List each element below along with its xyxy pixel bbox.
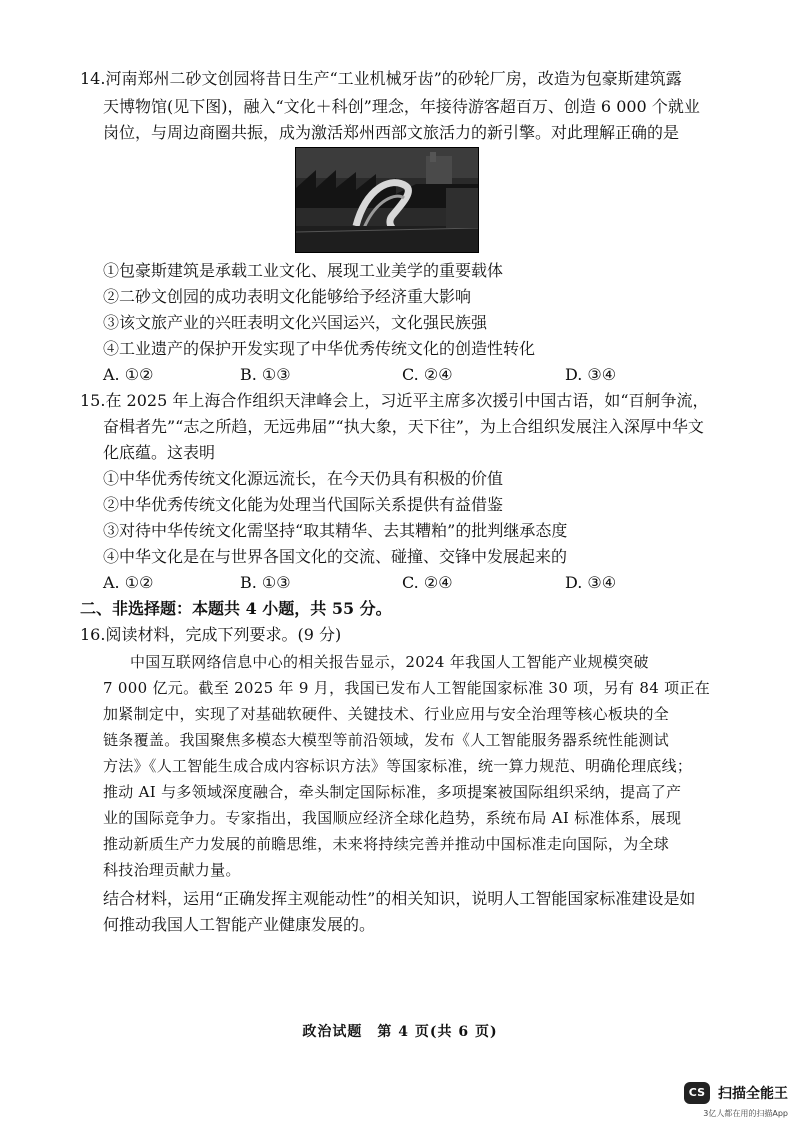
- q14-statement-2: ②二砂文创园的成功表明文化能够给予经济重大影响: [103, 287, 472, 306]
- q16-material-line: 链条覆盖。我国聚焦多模态大模型等前沿领域，发布《人工智能服务器系统性能测试: [103, 731, 670, 749]
- q15-statement-2: ②中华优秀传统文化能为处理当代国际关系提供有益借鉴: [103, 495, 504, 514]
- q15-line-1: 15.在 2025 年上海合作组织天津峰会上，习近平主席多次援引中国古语，如“百舸争流，: [80, 391, 709, 410]
- q14-line-3: 岗位，与周边商圈共振，成为激活郑州西部文旅活力的新引擎。对此理解正确的是: [103, 123, 680, 142]
- q16-material-line: 推动新质生产力发展的前瞻思维，未来将持续完善并推动中国标准走向国际，为全球: [103, 835, 670, 853]
- q15-option-b: B. ①③: [240, 573, 291, 592]
- q16-material-line: 推动 AI 与多领域深度融合，牵头制定国际标准，多项提案被国际组织采纳，提高了产: [103, 783, 682, 801]
- q15-option-c: C. ②④: [402, 573, 453, 592]
- q15-line-3: 化底蕴。这表明: [103, 443, 216, 462]
- q15-option-d: D. ③④: [565, 573, 617, 592]
- watermark-tagline: 3亿人都在用的扫描App: [703, 1109, 788, 1118]
- q16-title: 16.阅读材料，完成下列要求。(9 分): [80, 625, 342, 644]
- q14-statement-4: ④工业遗产的保护开发实现了中华优秀传统文化的创造性转化: [103, 339, 536, 358]
- q14-statement-3: ③该文旅产业的兴旺表明文化兴国运兴，文化强民族强: [103, 313, 488, 332]
- q15-option-a: A. ①②: [103, 573, 154, 592]
- q16-material-line: 科技治理贡献力量。: [103, 861, 241, 879]
- q16-material-line: 7 000 亿元。截至 2025 年 9 月，我国已发布人工智能国家标准 30 项，另有 84 项正在: [103, 679, 711, 697]
- scanner-watermark: [684, 1082, 788, 1104]
- q14-line-1: 14.河南郑州二砂文创园将昔日生产“工业机械牙齿”的砂轮厂房，改造为包豪斯建筑露: [80, 69, 682, 88]
- q15-statement-3: ③对待中华传统文化需坚持“取其精华、去其糟粕”的批判继承态度: [103, 521, 568, 540]
- q14-option-a: A. ①②: [103, 365, 154, 384]
- bauhaus-museum-photo: [295, 147, 479, 253]
- q14-statement-1: ①包豪斯建筑是承载工业文化、展现工业美学的重要载体: [103, 261, 504, 280]
- camscanner-logo-icon: CS: [684, 1082, 710, 1104]
- watermark-app-name: 扫描全能王: [718, 1086, 788, 1102]
- q16-material-line: 业的国际竞争力。专家指出，我国顺应经济全球化趋势，系统布局 AI 标准体系，展现: [103, 809, 682, 827]
- q16-question-line-1: 结合材料，运用“正确发挥主观能动性”的相关知识，说明人工智能国家标准建设是如: [103, 889, 696, 908]
- q15-line-2: 奋楫者先”“志之所趋，无远弗届”“执大象，天下往”，为上合组织发展注入深厚中华文: [103, 417, 704, 436]
- q16-material-line: 中国互联网络信息中心的相关报告显示，2024 年我国人工智能产业规模突破: [130, 653, 649, 671]
- q16-question-line-2: 何推动我国人工智能产业健康发展的。: [103, 915, 376, 934]
- museum-image-svg: [296, 148, 478, 252]
- q14-option-b: B. ①③: [240, 365, 291, 384]
- page-footer: 政治试题 第 4 页(共 6 页): [302, 1024, 498, 1040]
- q14-option-c: C. ②④: [402, 365, 453, 384]
- q14-line-2: 天博物馆(见下图)，融入“文化＋科创”理念，年接待游客超百万、创造 6 000 个就业: [103, 97, 700, 116]
- q14-option-d: D. ③④: [565, 365, 617, 384]
- q16-material-line: 加紧制定中，实现了对基础软硬件、关键技术、行业应用与安全治理等核心板块的全: [103, 705, 670, 723]
- q15-statement-1: ①中华优秀传统文化源远流长，在今天仍具有积极的价值: [103, 469, 504, 488]
- q15-statement-4: ④中华文化是在与世界各国文化的交流、碰撞、交锋中发展起来的: [103, 547, 568, 566]
- section-heading: 二、非选择题：本题共 4 小题，共 55 分。: [80, 599, 392, 618]
- q16-material-line: 方法》《人工智能生成合成内容标识方法》等国家标准，统一算力规范、明确伦理底线；: [103, 757, 693, 775]
